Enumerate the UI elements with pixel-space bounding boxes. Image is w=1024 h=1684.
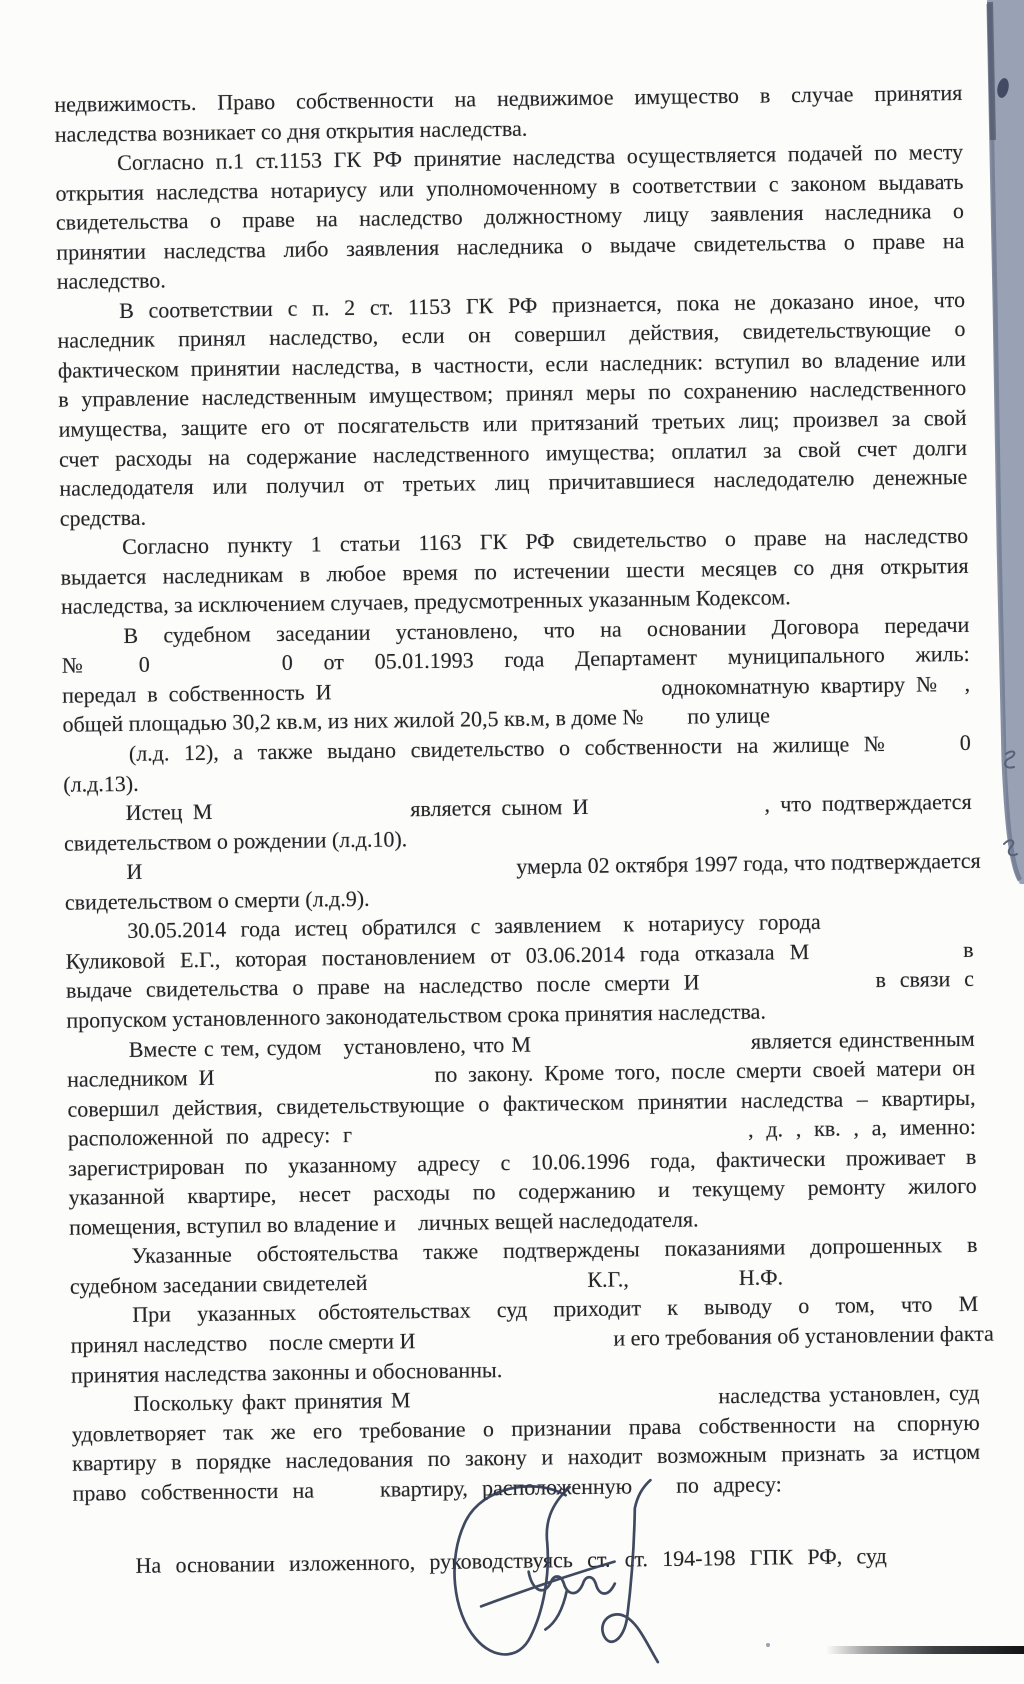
text-line: пропуском установленного законодательством срока принятия наследства. xyxy=(66,998,767,1033)
text-line: свидетельством о смерти (л.д.9). xyxy=(64,885,370,915)
text-line: Согласно пункту 1 статьи 1163 ГК РФ свидетельство о праве на наследство xyxy=(122,523,969,560)
text-line: принятии наследства либо заявления наследника о выдаче свидетельства о праве на xyxy=(56,227,965,265)
text-line: наследства возникает со дня открытия наследства. xyxy=(54,115,528,147)
text-line: в управление наследственным имуществом; принял меры по сохранению наследственного xyxy=(58,375,967,413)
text-line: Указанные обстоятельства также подтверждены показаниями допрошенных в xyxy=(131,1232,978,1269)
text-line: В судебном заседании установлено, что на основании Договора передачи xyxy=(123,611,970,648)
text-line-redacted: Куликовой Е.Г., которая постановлением от 03.06.2014 года отказала М в xyxy=(65,936,974,974)
ink-mark-upper xyxy=(1005,751,1014,767)
text-line: фактическом принятии наследства, в частности, если наследник: вступил во владение или xyxy=(57,345,966,383)
signature-squiggle xyxy=(529,1571,616,1630)
text-line: свидетельством о рождении (л.д.10). xyxy=(63,825,408,856)
text-line: помещения, вступил во владение и личных вещей наследодателя. xyxy=(68,1206,699,1240)
text-line-redacted: принял наследство после смерти И и его требования об установлении факта xyxy=(70,1320,994,1358)
text-line: недвижимость. Право собственности на недвижимое имущество в случае принятия xyxy=(54,79,963,117)
text-line: 30.05.2014 года истец обратился с заявлением к нотариусу города xyxy=(127,909,821,944)
text-line: свидетельства о праве на наследство должностному лицу заявления наследника о xyxy=(55,198,965,235)
text-line-redacted: наследником И по закону. Кроме того, после смерти своей матери он xyxy=(66,1054,976,1092)
text-line: наследодателя или получил от третьих лиц причитавшиеся наследодателю денежные xyxy=(59,464,968,501)
text-line: наследства, за исключением случаев, предусмотренных указанным Кодексом. xyxy=(60,584,791,620)
closing-formula-line: На основании изложенного, руководствуясь ст. ст. 194-198 ГПК РФ, суд xyxy=(135,1543,887,1579)
text-line: зарегистрирован по указанному адресу с 10.06.1996 года, фактически проживает в xyxy=(68,1143,977,1181)
text-line: квартиру в порядке наследования по закону и находит возможным признать за истцом xyxy=(72,1438,981,1476)
text-line: имущества, защите его от посягательств или притязаний третьих лиц; произвел за свой xyxy=(58,404,967,442)
text-line-redacted: расположенной по адресу: г , д. , кв. , а, именно: xyxy=(67,1113,977,1151)
text-line: При указанных обстоятельствах суд приходит к выводу о том, что М xyxy=(132,1291,979,1328)
text-line: принятия наследства законны и обоснованны. xyxy=(70,1356,503,1388)
text-line: наследник принял наследство, если он совершил действия, свидетельствующие о xyxy=(57,316,966,354)
text-line: Согласно п.1 ст.1153 ГК РФ принятие наследства осуществляется подачей по месту xyxy=(117,139,964,176)
judge-signature xyxy=(414,1375,708,1679)
text-line-redacted: Поскольку факт принятия М наследства установлен, суд xyxy=(133,1379,980,1416)
text-line: счет расходы на содержание наследственного имущества; оплатил за свой счет долги xyxy=(58,434,968,472)
document-text xyxy=(54,78,994,1582)
text-line: указанной квартире, несет расходы по содержанию и текущему ремонту жилого xyxy=(68,1173,977,1210)
text-line: право собственности на квартиру, расположенную по адресу: xyxy=(72,1471,782,1506)
text-line-redacted: И умерла 02 октября 1997 года, что подтверждается xyxy=(126,847,981,885)
text-line-redacted: № 0 0 от 05.01.1993 года Департамент муниципального жиль: xyxy=(61,641,970,679)
text-line-redacted: выдаче свидетельства о праве на наследство после смерти И в связи с xyxy=(65,966,975,1004)
text-line-redacted: передал в собственность И однокомнатную квартиру № , xyxy=(61,670,971,708)
text-line-redacted: (л.д. 12), а также выдано свидетельство о собственности на жилище № 0 xyxy=(62,729,971,767)
text-line-redacted: Вместе с тем, судом установлено, что М является единственным xyxy=(128,1025,975,1062)
text-line: открытия наследства нотариусу или уполномоченному в соответствии с законом выдавать xyxy=(55,168,964,206)
scan-speck xyxy=(766,1643,770,1647)
text-line: совершил действия, свидетельствующие о фактическом принятии наследства – квартиры, xyxy=(67,1084,976,1122)
signature-tail-stroke xyxy=(600,1480,657,1663)
text-line-redacted: судебном заседании свидетелей К.Г., Н.Ф. xyxy=(69,1264,784,1299)
text-line: (л.д.13). xyxy=(63,770,139,797)
text-line: наследство. xyxy=(56,267,166,295)
text-line: выдается наследникам в любое время по истечении шести месяцев со дня открытия xyxy=(60,552,969,590)
signature-loop xyxy=(453,1486,571,1655)
band-dark-top-edge xyxy=(990,2,993,140)
text-line-redacted: Истец М является сыном И , что подтверждается xyxy=(125,788,972,826)
scan-bottom-edge-artifact xyxy=(826,1646,1024,1654)
ink-mark-lower xyxy=(1004,840,1017,855)
scan-ink-marks xyxy=(996,740,1024,870)
text-line: удовлетворяет так же его требование о признании права собственности на спорную xyxy=(71,1409,980,1447)
text-line-redacted: общей площадью 30,2 кв.м, из них жилой 20,5 кв.м, в доме № по улице xyxy=(62,702,771,738)
text-line: средства. xyxy=(59,504,147,531)
text-line: В соответствии с п. 2 ст. 1153 ГК РФ признается, пока не доказано иное, что xyxy=(118,286,966,323)
